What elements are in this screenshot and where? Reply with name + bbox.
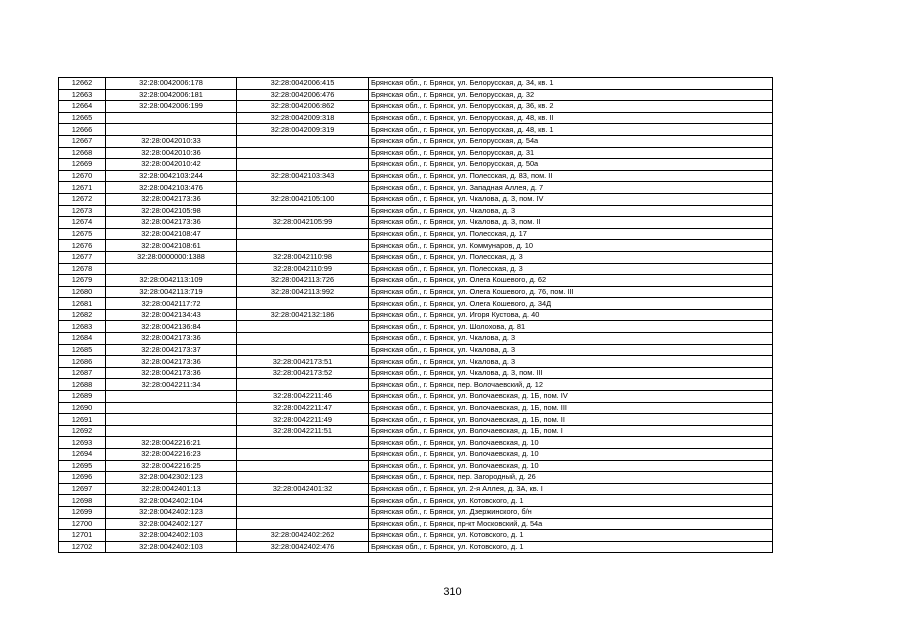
parcel-cadastral-number-cell [106,391,237,403]
row-number-cell: 12676 [59,240,106,252]
row-number-cell: 12699 [59,506,106,518]
table-row [59,449,773,461]
address-cell: Брянская обл., г. Брянск, ул. Белорусская, д. 36, кв. 2 [369,101,773,113]
address-cell: Брянская обл., г. Брянск, ул. Волочаевская, д. 10 [369,449,773,461]
object-cadastral-number-cell [237,135,369,147]
object-cadastral-number-cell [237,449,369,461]
parcel-cadastral-number-cell: 32:28:0042173:36 [106,367,237,379]
row-number-cell: 12668 [59,147,106,159]
row-number-cell: 12701 [59,530,106,542]
parcel-cadastral-number-cell: 32:28:0042173:36 [106,193,237,205]
object-cadastral-number-cell [237,460,369,472]
address-cell: Брянская обл., г. Брянск, ул. Чкалова, д. 3 [369,344,773,356]
table-row [59,78,773,90]
table-row [59,402,773,414]
row-number-cell: 12690 [59,402,106,414]
object-cadastral-number-cell: 32:28:0042110:99 [237,263,369,275]
registry-table-body [59,78,773,553]
address-cell: Брянская обл., г. Брянск, ул. 2-я Аллея, д. 3А, кв. I [369,483,773,495]
registry-table [58,77,773,553]
parcel-cadastral-number-cell: 32:28:0042103:476 [106,182,237,194]
row-number-cell: 12674 [59,217,106,229]
address-cell: Брянская обл., г. Брянск, ул. Белорусская, д. 31 [369,147,773,159]
object-cadastral-number-cell [237,437,369,449]
object-cadastral-number-cell: 32:28:0042110:98 [237,251,369,263]
object-cadastral-number-cell: 32:28:0042173:51 [237,356,369,368]
object-cadastral-number-cell [237,344,369,356]
table-row [59,112,773,124]
page-number: 310 [443,586,462,598]
object-cadastral-number-cell [237,495,369,507]
table-row [59,367,773,379]
row-number-cell: 12700 [59,518,106,530]
address-cell: Брянская обл., г. Брянск, ул. Чкалова, д. 3 [369,356,773,368]
row-number-cell: 12698 [59,495,106,507]
parcel-cadastral-number-cell: 32:28:0042010:33 [106,135,237,147]
parcel-cadastral-number-cell: 32:28:0042136:84 [106,321,237,333]
address-cell: Брянская обл., г. Брянск, ул. Волочаевская, д. 10 [369,437,773,449]
row-number-cell: 12686 [59,356,106,368]
row-number-cell: 12684 [59,333,106,345]
address-cell: Брянская обл., г. Брянск, ул. Волочаевская, д. 1Б, пом. III [369,402,773,414]
row-number-cell: 12678 [59,263,106,275]
parcel-cadastral-number-cell: 32:28:0042113:719 [106,286,237,298]
table-row [59,240,773,252]
address-cell: Брянская обл., г. Брянск, пер. Загородный, д. 26 [369,472,773,484]
address-cell: Брянская обл., г. Брянск, ул. Полесская, д. 3 [369,251,773,263]
parcel-cadastral-number-cell: 32:28:0042006:178 [106,78,237,90]
parcel-cadastral-number-cell [106,402,237,414]
address-cell: Брянская обл., г. Брянск, ул. Олега Кошевого, д. 34Д [369,298,773,310]
table-row [59,101,773,113]
table-row [59,379,773,391]
address-cell: Брянская обл., г. Брянск, пер. Волочаевский, д. 12 [369,379,773,391]
parcel-cadastral-number-cell: 32:28:0042117:72 [106,298,237,310]
address-cell: Брянская обл., г. Брянск, ул. Чкалова, д. 3, пом. II [369,217,773,229]
table-row [59,89,773,101]
row-number-cell: 12673 [59,205,106,217]
table-row [59,541,773,553]
object-cadastral-number-cell [237,506,369,518]
address-cell: Брянская обл., г. Брянск, ул. Белорусская, д. 48, кв. 1 [369,124,773,136]
parcel-cadastral-number-cell: 32:28:0042108:61 [106,240,237,252]
table-row [59,518,773,530]
object-cadastral-number-cell: 32:28:0042173:52 [237,367,369,379]
parcel-cadastral-number-cell: 32:28:0042402:103 [106,530,237,542]
parcel-cadastral-number-cell: 32:28:0042402:123 [106,506,237,518]
table-row [59,298,773,310]
address-cell: Брянская обл., г. Брянск, ул. Полесская, д. 17 [369,228,773,240]
address-cell: Брянская обл., г. Брянск, ул. Волочаевская, д. 1Б, пом. II [369,414,773,426]
table-row [59,437,773,449]
row-number-cell: 12691 [59,414,106,426]
address-cell: Брянская обл., г. Брянск, ул. Белорусская, д. 54а [369,135,773,147]
parcel-cadastral-number-cell: 32:28:0042113:109 [106,275,237,287]
address-cell: Брянская обл., г. Брянск, ул. Волочаевская, д. 1Б, пом. IV [369,391,773,403]
parcel-cadastral-number-cell: 32:28:0042402:103 [106,541,237,553]
row-number-cell: 12692 [59,425,106,437]
table-row [59,170,773,182]
parcel-cadastral-number-cell [106,263,237,275]
row-number-cell: 12666 [59,124,106,136]
parcel-cadastral-number-cell: 32:28:0042105:98 [106,205,237,217]
address-cell: Брянская обл., г. Брянск, ул. Игоря Кустова, д. 40 [369,309,773,321]
table-row [59,124,773,136]
object-cadastral-number-cell: 32:28:0042009:319 [237,124,369,136]
table-row [59,391,773,403]
table-row [59,309,773,321]
address-cell: Брянская обл., г. Брянск, ул. Котовского, д. 1 [369,541,773,553]
parcel-cadastral-number-cell: 32:28:0042216:23 [106,449,237,461]
row-number-cell: 12688 [59,379,106,391]
table-row [59,147,773,159]
row-number-cell: 12665 [59,112,106,124]
row-number-cell: 12693 [59,437,106,449]
row-number-cell: 12682 [59,309,106,321]
object-cadastral-number-cell [237,518,369,530]
row-number-cell: 12667 [59,135,106,147]
parcel-cadastral-number-cell: 32:28:0042302:123 [106,472,237,484]
parcel-cadastral-number-cell: 32:28:0042134:43 [106,309,237,321]
table-row [59,472,773,484]
object-cadastral-number-cell [237,182,369,194]
address-cell: Брянская обл., г. Брянск, ул. Полесская, д. 83, пом. II [369,170,773,182]
row-number-cell: 12679 [59,275,106,287]
row-number-cell: 12671 [59,182,106,194]
table-row [59,321,773,333]
parcel-cadastral-number-cell: 32:28:0042401:13 [106,483,237,495]
table-row [59,159,773,171]
parcel-cadastral-number-cell: 32:28:0000000:1388 [106,251,237,263]
address-cell: Брянская обл., г. Брянск, ул. Шолохова, д. 81 [369,321,773,333]
address-cell: Брянская обл., г. Брянск, ул. Полесская, д. 3 [369,263,773,275]
parcel-cadastral-number-cell [106,414,237,426]
table-row [59,228,773,240]
parcel-cadastral-number-cell [106,124,237,136]
row-number-cell: 12669 [59,159,106,171]
row-number-cell: 12697 [59,483,106,495]
table-row [59,135,773,147]
table-row [59,414,773,426]
parcel-cadastral-number-cell: 32:28:0042211:34 [106,379,237,391]
table-row [59,217,773,229]
parcel-cadastral-number-cell: 32:28:0042173:36 [106,217,237,229]
object-cadastral-number-cell: 32:28:0042006:476 [237,89,369,101]
table-row [59,425,773,437]
table-row [59,182,773,194]
table-row [59,483,773,495]
object-cadastral-number-cell [237,147,369,159]
object-cadastral-number-cell: 32:28:0042211:49 [237,414,369,426]
parcel-cadastral-number-cell: 32:28:0042108:47 [106,228,237,240]
table-row [59,263,773,275]
parcel-cadastral-number-cell: 32:28:0042010:36 [106,147,237,159]
object-cadastral-number-cell: 32:28:0042211:47 [237,402,369,414]
table-row [59,495,773,507]
table-row [59,275,773,287]
parcel-cadastral-number-cell: 32:28:0042402:104 [106,495,237,507]
object-cadastral-number-cell [237,321,369,333]
object-cadastral-number-cell [237,298,369,310]
parcel-cadastral-number-cell: 32:28:0042402:127 [106,518,237,530]
row-number-cell: 12677 [59,251,106,263]
row-number-cell: 12672 [59,193,106,205]
parcel-cadastral-number-cell: 32:28:0042173:36 [106,333,237,345]
row-number-cell: 12662 [59,78,106,90]
row-number-cell: 12696 [59,472,106,484]
table-row [59,344,773,356]
address-cell: Брянская обл., г. Брянск, ул. Белорусская, д. 48, кв. II [369,112,773,124]
address-cell: Брянская обл., г. Брянск, ул. Дзержинского, б/н [369,506,773,518]
address-cell: Брянская обл., г. Брянск, ул. Чкалова, д. 3 [369,205,773,217]
table-row [59,333,773,345]
object-cadastral-number-cell: 32:28:0042103:343 [237,170,369,182]
object-cadastral-number-cell: 32:28:0042113:726 [237,275,369,287]
row-number-cell: 12670 [59,170,106,182]
parcel-cadastral-number-cell: 32:28:0042006:199 [106,101,237,113]
object-cadastral-number-cell: 32:28:0042132:186 [237,309,369,321]
object-cadastral-number-cell [237,159,369,171]
object-cadastral-number-cell [237,205,369,217]
object-cadastral-number-cell: 32:28:0042211:46 [237,391,369,403]
object-cadastral-number-cell [237,228,369,240]
table-row [59,460,773,472]
table-row [59,205,773,217]
object-cadastral-number-cell [237,379,369,391]
row-number-cell: 12675 [59,228,106,240]
address-cell: Брянская обл., г. Брянск, ул. Западная Аллея, д. 7 [369,182,773,194]
object-cadastral-number-cell: 32:28:0042401:32 [237,483,369,495]
object-cadastral-number-cell [237,333,369,345]
row-number-cell: 12702 [59,541,106,553]
address-cell: Брянская обл., г. Брянск, ул. Волочаевская, д. 10 [369,460,773,472]
address-cell: Брянская обл., г. Брянск, ул. Котовского, д. 1 [369,530,773,542]
row-number-cell: 12663 [59,89,106,101]
table-row [59,193,773,205]
row-number-cell: 12680 [59,286,106,298]
object-cadastral-number-cell: 32:28:0042402:476 [237,541,369,553]
row-number-cell: 12685 [59,344,106,356]
address-cell: Брянская обл., г. Брянск, пр-кт Московский, д. 54а [369,518,773,530]
row-number-cell: 12687 [59,367,106,379]
table-row [59,286,773,298]
object-cadastral-number-cell: 32:28:0042009:318 [237,112,369,124]
parcel-cadastral-number-cell: 32:28:0042010:42 [106,159,237,171]
address-cell: Брянская обл., г. Брянск, ул. Олега Кошевого, д. 76, пом. III [369,286,773,298]
row-number-cell: 12664 [59,101,106,113]
address-cell: Брянская обл., г. Брянск, ул. Белорусская, д. 50а [369,159,773,171]
address-cell: Брянская обл., г. Брянск, ул. Олега Кошевого, д. 62 [369,275,773,287]
row-number-cell: 12694 [59,449,106,461]
object-cadastral-number-cell [237,240,369,252]
address-cell: Брянская обл., г. Брянск, ул. Коммунаров, д. 10 [369,240,773,252]
parcel-cadastral-number-cell [106,425,237,437]
object-cadastral-number-cell: 32:28:0042105:99 [237,217,369,229]
address-cell: Брянская обл., г. Брянск, ул. Чкалова, д. 3 [369,333,773,345]
row-number-cell: 12689 [59,391,106,403]
address-cell: Брянская обл., г. Брянск, ул. Волочаевская, д. 1Б, пом. I [369,425,773,437]
address-cell: Брянская обл., г. Брянск, ул. Белорусская, д. 34, кв. 1 [369,78,773,90]
object-cadastral-number-cell: 32:28:0042105:100 [237,193,369,205]
parcel-cadastral-number-cell: 32:28:0042173:37 [106,344,237,356]
object-cadastral-number-cell: 32:28:0042006:862 [237,101,369,113]
address-cell: Брянская обл., г. Брянск, ул. Чкалова, д. 3, пом. III [369,367,773,379]
table-row [59,506,773,518]
object-cadastral-number-cell [237,472,369,484]
object-cadastral-number-cell: 32:28:0042006:415 [237,78,369,90]
address-cell: Брянская обл., г. Брянск, ул. Чкалова, д. 3, пом. IV [369,193,773,205]
object-cadastral-number-cell: 32:28:0042113:992 [237,286,369,298]
table-row [59,356,773,368]
parcel-cadastral-number-cell [106,112,237,124]
object-cadastral-number-cell: 32:28:0042402:262 [237,530,369,542]
row-number-cell: 12681 [59,298,106,310]
object-cadastral-number-cell: 32:28:0042211:51 [237,425,369,437]
address-cell: Брянская обл., г. Брянск, ул. Котовского, д. 1 [369,495,773,507]
parcel-cadastral-number-cell: 32:28:0042006:181 [106,89,237,101]
parcel-cadastral-number-cell: 32:28:0042216:25 [106,460,237,472]
row-number-cell: 12695 [59,460,106,472]
table-row [59,530,773,542]
parcel-cadastral-number-cell: 32:28:0042103:244 [106,170,237,182]
table-row [59,251,773,263]
parcel-cadastral-number-cell: 32:28:0042173:36 [106,356,237,368]
row-number-cell: 12683 [59,321,106,333]
parcel-cadastral-number-cell: 32:28:0042216:21 [106,437,237,449]
address-cell: Брянская обл., г. Брянск, ул. Белорусская, д. 32 [369,89,773,101]
